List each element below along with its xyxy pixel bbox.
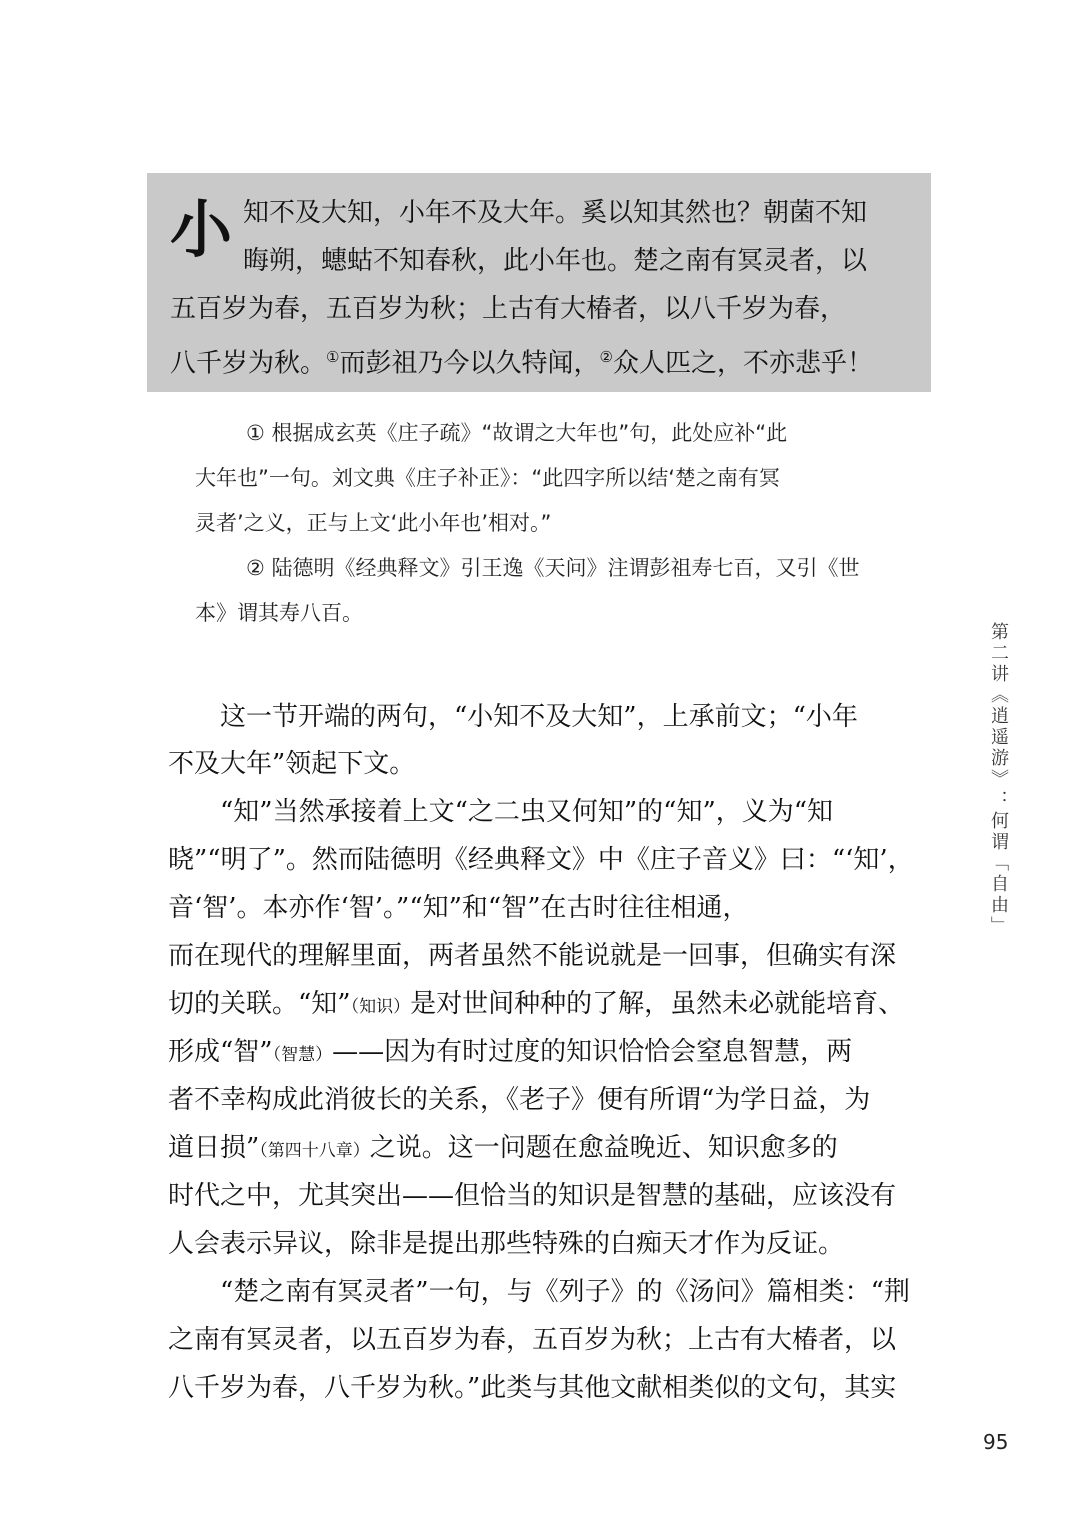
body-line: “楚之南有冥灵者”一句，与《列子》的《汤问》篇相类：“荆 <box>168 1277 910 1307</box>
body-text: 切的关联。“知” <box>168 989 351 1019</box>
quote-line-1: 知不及大知，小年不及大年。奚以知其然也？朝菌不知 <box>243 198 868 228</box>
quote-line-4-mid: 而彭祖乃今以久特闻， <box>339 348 600 379</box>
body-line: 这一节开端的两句，“小知不及大知”，上承前文；“小年 <box>168 702 858 732</box>
body-line: 不及大年”领起下文。 <box>168 749 416 779</box>
inline-note: （第四十八章） <box>259 1141 370 1161</box>
body-line: 晓”“明了”。然而陆德明《经典释文》中《庄子音义》曰：“‘知’， <box>168 845 914 875</box>
page-number: 95 <box>983 1430 1009 1454</box>
footnote-1-line-1: ① 根据成玄英《庄子疏》“故谓之大年也”句，此处应补“此 <box>246 421 788 445</box>
body-line: 音‘智’。本亦作‘智’。”“知”和“智”在古时往往相通， <box>168 893 749 923</box>
body-text: 形成“智” <box>168 1037 273 1067</box>
body-line: “知”当然承接着上文“之二虫又何知”的“知”，义为“知 <box>168 797 834 827</box>
body-line <box>168 989 904 1022</box>
body-line: 人会表示异议，除非是提出那些特殊的白痴天才作为反证。 <box>168 1229 845 1259</box>
quote-line-4-start: 八千岁为秋。 <box>170 348 327 379</box>
footnote-mark-1: ① <box>326 348 340 366</box>
body-line <box>168 1133 838 1166</box>
body-text: 道日损” <box>168 1133 260 1163</box>
inline-note: （智慧） <box>272 1045 333 1065</box>
running-header: 第二讲《逍遥游》：何谓「自由」 <box>988 622 1009 937</box>
quote-line-2: 晦朔，蟪蛄不知春秋，此小年也。楚之南有冥灵者，以 <box>243 246 868 276</box>
inline-note: （知识） <box>350 997 411 1017</box>
footnote-2-line-1: ② 陆德明《经典释文》引王逸《天问》注谓彭祖寿七百，又引《世 <box>246 556 860 580</box>
body-text: 之说。这一问题在愈益晚近、知识愈多的 <box>369 1133 838 1163</box>
body-line: 者不幸构成此消彼长的关系，《老子》便有所谓“为学日益，为 <box>168 1085 871 1115</box>
quote-line-3: 五百岁为春，五百岁为秋；上古有大椿者，以八千岁为春， <box>170 294 847 324</box>
footnote-1-line-3: 灵者’之义，正与上文‘此小年也’相对。” <box>195 511 552 535</box>
body-text: ——因为有时过度的知识恰恰会窒息智慧，两 <box>332 1037 853 1067</box>
drop-cap: 小 <box>170 193 233 266</box>
quote-line-4 <box>170 342 873 379</box>
body-line: 而在现代的理解里面，两者虽然不能说就是一回事，但确实有深 <box>168 941 897 971</box>
quote-line-4-end: 众人匹之，不亦悲乎！ <box>612 348 873 379</box>
body-line: 之南有冥灵者，以五百岁为春，五百岁为秋；上古有大椿者，以 <box>168 1325 897 1355</box>
footnote-mark-2: ② <box>599 348 613 366</box>
body-line: 时代之中，尤其突出——但恰当的知识是智慧的基础，应该没有 <box>168 1181 897 1211</box>
body-line: 八千岁为春，八千岁为秋。”此类与其他文献相类似的文句，其实 <box>168 1373 897 1403</box>
body-text: 是对世间种种的了解，虽然未必就能培育、 <box>410 989 905 1019</box>
footnote-1-line-2: 大年也”一句。刘文典《庄子补正》：“此四字所以结‘楚之南有冥 <box>195 466 780 490</box>
footnote-2-line-2: 本》谓其寿八百。 <box>195 601 363 625</box>
body-line <box>168 1037 852 1070</box>
